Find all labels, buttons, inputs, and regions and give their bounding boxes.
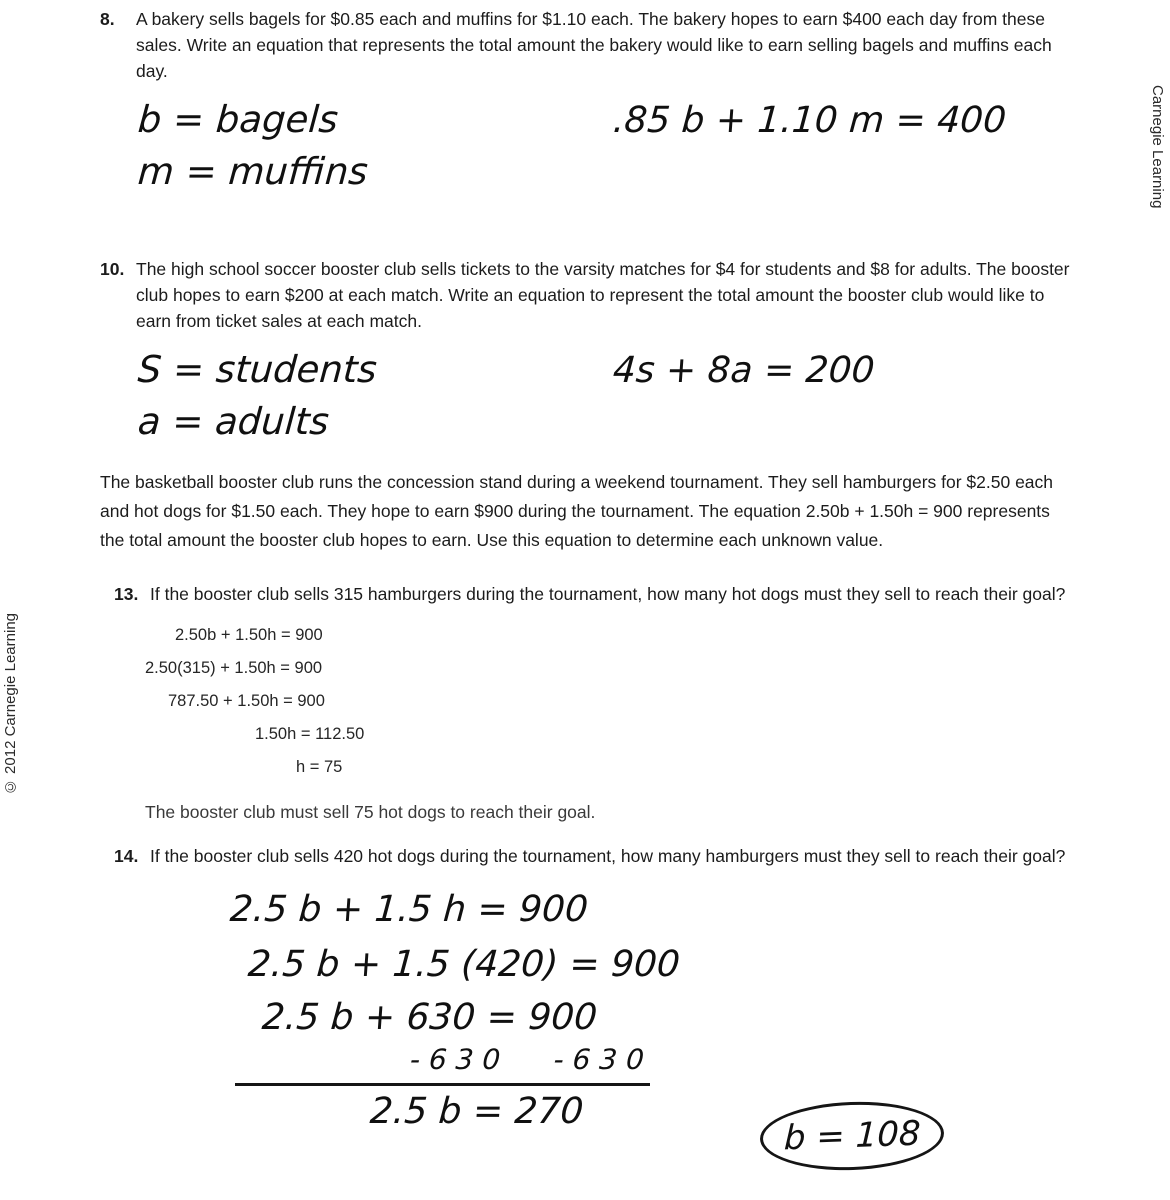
- right-margin-brand-text: Carnegie Learning: [1149, 85, 1166, 209]
- final-answer-text: b = 108: [783, 1113, 921, 1159]
- handwritten-subtraction-line: - 6 3 0 - 6 3 0: [408, 1043, 646, 1076]
- problem-10-text: The high school soccer booster club sells tickets to the varsity matches for $4 for students and $8 for adults. The booster club hopes to earn $200 at each match. Write an equation to represent the total amount the booster club would like to earn from ticket sales at each match.: [136, 259, 1070, 331]
- handwritten-muffins-definition: m = muffins: [136, 150, 370, 193]
- problem-8-text: A bakery sells bagels for $0.85 each and muffins for $1.10 each. The bakery hopes to earn $400 each day from these sales. Write an equation that represents the total amount the bakery would like to earn selling bagels and muffins each day.: [136, 9, 1052, 81]
- problem-10-number: 10.: [100, 259, 125, 279]
- problem-14-number: 14.: [114, 846, 139, 866]
- problem-8-number: 8.: [100, 9, 115, 29]
- handwritten-tickets-equation: 4s + 8a = 200: [611, 350, 876, 391]
- handwritten-adults-definition: a = adults: [136, 400, 331, 443]
- problem-13-solution-steps: [100, 619, 1078, 784]
- problem-14-text: If the booster club sells 420 hot dogs during the tournament, how many hamburgers must they sell to reach their goal?: [150, 846, 1066, 866]
- handwritten-bakery-equation: .85 b + 1.10 m = 400: [611, 100, 1008, 141]
- solution-step: 2.50b + 1.50h = 900: [175, 626, 323, 644]
- handwritten-step: 2.5 b = 270: [368, 1091, 585, 1132]
- solution-step: 787.50 + 1.50h = 900: [168, 692, 325, 710]
- problem-10: [100, 256, 1078, 448]
- problem-14: [100, 843, 1078, 1138]
- handwritten-step: 2.5 b + 1.5 (420) = 900: [246, 944, 682, 985]
- problem-8-handwritten-work: [138, 94, 1078, 198]
- problem-10-handwritten-work: [138, 344, 1078, 448]
- handwritten-students-definition: S = students: [136, 348, 379, 391]
- problem-13-number: 13.: [114, 584, 139, 604]
- problem-13: [100, 581, 1078, 823]
- handwritten-step: 2.5 b + 630 = 900: [260, 997, 599, 1038]
- concession-intro-paragraph: The basketball booster club runs the concession stand during a weekend tournament. They sell hamburgers for $2.50 each and hot dogs for $1.50 each. They hope to earn $900 during the tournament. The equation 2.50b + 1.50h = 900 represents the total amount the booster club hopes to earn. Use this equation to determine each unknown value.: [100, 472, 1054, 550]
- problem-8: [100, 6, 1078, 198]
- handwritten-bagels-definition: b = bagels: [136, 98, 340, 141]
- problem-13-text: If the booster club sells 315 hamburgers during the tournament, how many hot dogs must they sell to reach their goal?: [150, 584, 1066, 604]
- handwritten-step: 2.5 b + 1.5 h = 900: [228, 889, 590, 930]
- left-margin-copyright-text: © 2012 Carnegie Learning: [2, 613, 19, 796]
- problem-13-answer-sentence: The booster club must sell 75 hot dogs to reach their goal.: [145, 802, 596, 822]
- problem-14-handwritten-work: [200, 883, 1078, 1138]
- solution-step: h = 75: [296, 758, 343, 776]
- solution-step: 2.50(315) + 1.50h = 900: [145, 659, 323, 677]
- solution-step: 1.50h = 112.50: [255, 725, 365, 743]
